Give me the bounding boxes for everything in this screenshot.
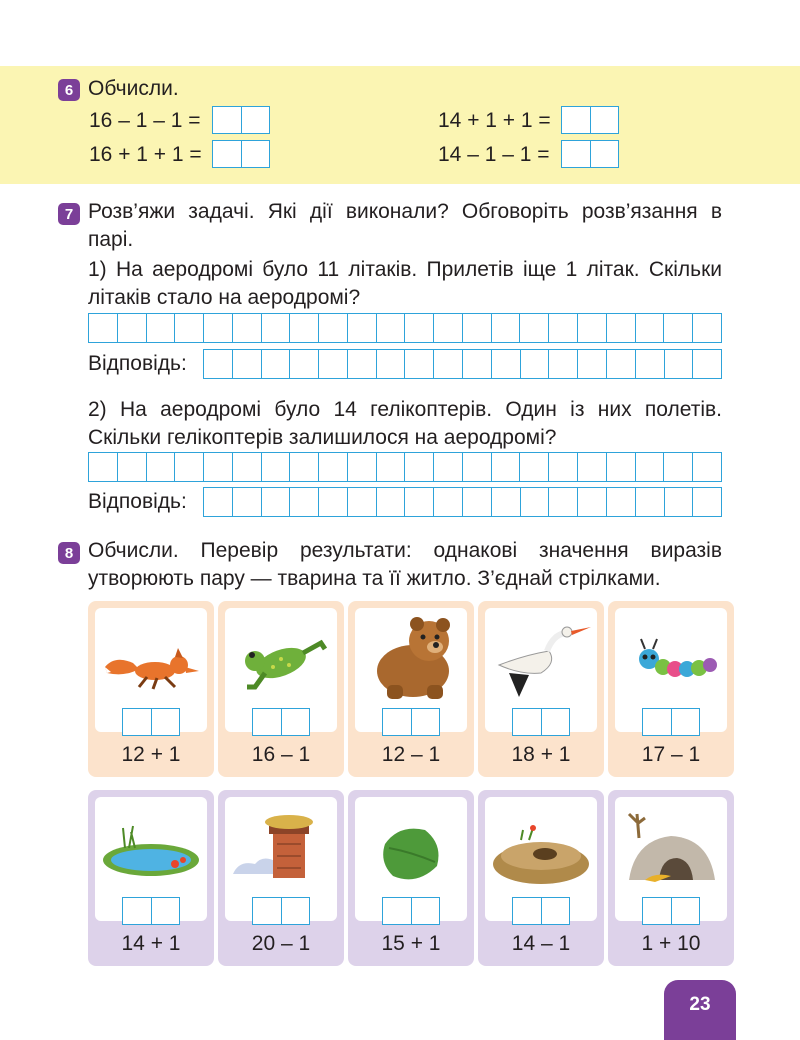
grid-cell[interactable] [118, 453, 147, 481]
animal-answer-box[interactable] [252, 708, 310, 736]
grid-cell[interactable] [463, 314, 492, 342]
grid-cell[interactable] [233, 314, 262, 342]
grid-cell[interactable] [463, 488, 492, 516]
grid-cell[interactable] [147, 314, 176, 342]
expression-3: 14 + 1 + 1 = [438, 109, 551, 132]
task-1-line-1: 1) На аеродромі було 11 літаків. Прилетів іще 1 літак. Скільки [88, 258, 722, 281]
grid-cell[interactable] [262, 350, 291, 378]
grid-cell[interactable] [463, 453, 492, 481]
grid-cell[interactable] [549, 453, 578, 481]
grid-cell[interactable] [636, 488, 665, 516]
home-card-pond[interactable] [88, 790, 214, 966]
expression-4: 14 – 1 – 1 = [438, 143, 550, 166]
grid-cell[interactable] [89, 314, 118, 342]
home-card-cave[interactable] [608, 790, 734, 966]
animal-card-fox[interactable] [88, 601, 214, 777]
grid-cell[interactable] [233, 350, 262, 378]
leaf-icon [355, 804, 467, 894]
exercise-6-number: 6 [58, 79, 80, 101]
grid-cell[interactable] [175, 453, 204, 481]
home-expression: 14 – 1 [511, 932, 571, 955]
grid-cell[interactable] [262, 488, 291, 516]
grid-cell[interactable] [578, 350, 607, 378]
grid-cell[interactable] [693, 314, 721, 342]
grid-cell[interactable] [492, 350, 521, 378]
grid-cell[interactable] [664, 453, 693, 481]
grid-cell[interactable] [520, 314, 549, 342]
fox-icon [95, 615, 207, 705]
expression-2: 16 + 1 + 1 = [89, 143, 202, 166]
animal-card-stork[interactable] [478, 601, 604, 777]
cave-icon [615, 804, 727, 894]
grid-cell[interactable] [405, 488, 434, 516]
grid-cell[interactable] [377, 350, 406, 378]
grid-cell[interactable] [549, 488, 578, 516]
answer-label-2: Відповідь: [88, 490, 187, 513]
grid-cell[interactable] [520, 453, 549, 481]
home-answer-box[interactable] [642, 897, 700, 925]
grid-cell[interactable] [434, 350, 463, 378]
animal-answer-box[interactable] [642, 708, 700, 736]
grid-cell[interactable] [377, 314, 406, 342]
grid-cell[interactable] [204, 453, 233, 481]
home-expression: 14 + 1 [121, 932, 181, 955]
grid-cell[interactable] [578, 488, 607, 516]
grid-cell[interactable] [521, 350, 550, 378]
answer-box-1[interactable] [212, 106, 270, 134]
stork-icon [485, 615, 597, 705]
home-answer-box[interactable] [512, 897, 570, 925]
answer-box-4[interactable] [561, 140, 619, 168]
burrow-icon [485, 804, 597, 894]
home-expression: 20 – 1 [251, 932, 311, 955]
home-answer-box[interactable] [122, 897, 180, 925]
grid-cell[interactable] [290, 314, 319, 342]
grid-cell[interactable] [175, 314, 204, 342]
animal-card-frog[interactable] [218, 601, 344, 777]
grid-cell[interactable] [147, 453, 176, 481]
grid-cell[interactable] [693, 350, 721, 378]
grid-cell[interactable] [204, 350, 233, 378]
grid-cell[interactable] [290, 350, 319, 378]
solution-grid-1[interactable] [88, 313, 722, 343]
grid-cell[interactable] [607, 488, 636, 516]
grid-cell[interactable] [434, 314, 463, 342]
exercise-8-number: 8 [58, 542, 80, 564]
grid-cell[interactable] [262, 314, 291, 342]
home-answer-box[interactable] [382, 897, 440, 925]
animal-card-caterpillar[interactable] [608, 601, 734, 777]
animal-answer-box[interactable] [512, 708, 570, 736]
animal-expression: 12 – 1 [381, 743, 441, 766]
grid-cell[interactable] [521, 488, 550, 516]
grid-cell[interactable] [348, 350, 377, 378]
answer-box-2[interactable] [212, 140, 270, 168]
home-card-leaf[interactable] [348, 790, 474, 966]
grid-cell[interactable] [693, 488, 721, 516]
task-2-line-2: Скільки гелікоптерів залишилося на аеродромі? [88, 426, 557, 449]
grid-cell[interactable] [348, 314, 377, 342]
grid-cell[interactable] [607, 314, 636, 342]
home-expression: 1 + 10 [641, 932, 701, 955]
grid-cell[interactable] [636, 350, 665, 378]
grid-cell[interactable] [233, 488, 262, 516]
grid-cell[interactable] [578, 314, 607, 342]
grid-cell[interactable] [118, 314, 147, 342]
grid-cell[interactable] [405, 350, 434, 378]
solution-grid-2[interactable] [88, 452, 722, 482]
grid-cell[interactable] [607, 453, 636, 481]
animal-expression: 18 + 1 [511, 743, 571, 766]
grid-cell[interactable] [319, 350, 348, 378]
grid-cell[interactable] [664, 314, 693, 342]
grid-cell[interactable] [636, 314, 665, 342]
grid-cell[interactable] [693, 453, 721, 481]
grid-cell[interactable] [290, 453, 319, 481]
grid-cell[interactable] [233, 453, 262, 481]
grid-cell[interactable] [204, 488, 233, 516]
grid-cell[interactable] [262, 453, 291, 481]
grid-cell[interactable] [348, 488, 377, 516]
grid-cell[interactable] [405, 453, 434, 481]
grid-cell[interactable] [549, 350, 578, 378]
grid-cell[interactable] [463, 350, 492, 378]
grid-cell[interactable] [492, 488, 521, 516]
grid-cell[interactable] [319, 488, 348, 516]
grid-cell[interactable] [319, 314, 348, 342]
frog-icon [225, 615, 337, 705]
exercise-8-title-line-2: утворюють пару — тварина та її житло. З’єднай стрілками. [88, 567, 661, 590]
grid-cell[interactable] [319, 453, 348, 481]
exercise-7-number: 7 [58, 203, 80, 225]
grid-cell[interactable] [636, 453, 665, 481]
grid-cell[interactable] [290, 488, 319, 516]
grid-cell[interactable] [578, 453, 607, 481]
grid-cell[interactable] [377, 488, 406, 516]
grid-cell[interactable] [434, 488, 463, 516]
caterpillar-icon [615, 615, 727, 705]
exercise-7-title-line-1: Розв’яжи задачі. Які дії виконали? Обговоріть розв’язання в [88, 200, 722, 223]
grid-cell[interactable] [607, 350, 636, 378]
grid-cell[interactable] [377, 453, 406, 481]
exercise-8-title-line-1: Обчисли. Перевір результати: однакові значення виразів [88, 539, 722, 562]
grid-cell[interactable] [492, 453, 521, 481]
answer-grid-2[interactable] [203, 487, 722, 517]
grid-cell[interactable] [204, 314, 233, 342]
grid-cell[interactable] [549, 314, 578, 342]
expression-1: 16 – 1 – 1 = [89, 109, 201, 132]
animal-card-bear[interactable] [348, 601, 474, 777]
animal-expression: 17 – 1 [641, 743, 701, 766]
pond-icon [95, 804, 207, 894]
chimney-nest-icon [225, 804, 337, 894]
task-2-line-1: 2) На аеродромі було 14 гелікоптерів. Один із них полетів. [88, 398, 722, 421]
animal-answer-box[interactable] [382, 708, 440, 736]
home-card-burrow[interactable] [478, 790, 604, 966]
answer-label-1: Відповідь: [88, 352, 187, 375]
animal-expression: 12 + 1 [121, 743, 181, 766]
grid-cell[interactable] [665, 350, 694, 378]
task-1-line-2: літаків стало на аеродромі? [88, 286, 361, 309]
exercise-6-title: Обчисли. [88, 77, 179, 100]
home-answer-box[interactable] [252, 897, 310, 925]
grid-cell[interactable] [434, 453, 463, 481]
grid-cell[interactable] [348, 453, 377, 481]
grid-cell[interactable] [492, 314, 521, 342]
home-expression: 15 + 1 [381, 932, 441, 955]
home-card-chimney-nest[interactable] [218, 790, 344, 966]
grid-cell[interactable] [665, 488, 694, 516]
animal-answer-box[interactable] [122, 708, 180, 736]
exercise-7-title-line-2: парі. [88, 228, 134, 251]
answer-box-3[interactable] [561, 106, 619, 134]
grid-cell[interactable] [89, 453, 118, 481]
page-number: 23 [664, 980, 736, 1040]
animal-expression: 16 – 1 [251, 743, 311, 766]
answer-grid-1[interactable] [203, 349, 722, 379]
grid-cell[interactable] [405, 314, 434, 342]
bear-icon [355, 615, 467, 705]
